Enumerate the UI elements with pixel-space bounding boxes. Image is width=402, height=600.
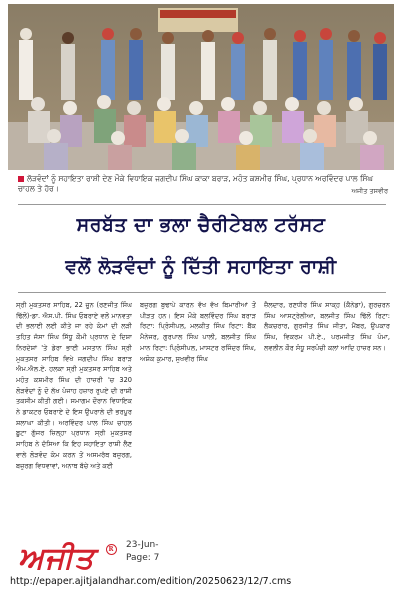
photo-caption	[18, 174, 388, 194]
article-column-1: ਸ੍ਰੀ ਮੁਕਤਸਰ ਸਾਹਿਬ, 22 ਜੂਨ (ਰਣਜੀਤ ਸਿੰਘ ਢਿੱਲੋਂ)-ਡਾ. ਐਸ.ਪੀ. ਸਿੰਘ ਓਬਰਾਏ ਵਲੋਂ ਮਾਨਵਤਾ ਦੀ ਭਲਾਈ ਲਈ ਕੀਤੇ ਜਾ ਰਹੇ ਕੰਮਾਂ ਦੀ ਲੜੀ ਤਹਿਤ ਜੱਸਾ ਸਿੰਘ ਸਿੱਧੂ ਕੌਮੀ ਪ੍ਰਧਾਨ ਦੇ ਦਿਸ਼ਾ ਨਿਰਦੇਸ਼ਾਂ 'ਤੇ ਡੇਰਾ ਭਾਈ ਮਸਤਾਨ ਸਿੰਘ ਸ੍ਰੀ ਮੁਕਤਸਰ ਸਾਹਿਬ ਵਿਖੇ ਜਗਦੀਪ ਸਿੰਘ ਬਰਾੜ ਐਮ.ਐਲ.ਏ. ਹਲਕਾ ਸ੍ਰੀ ਮੁਕਤਸਰ ਸਾਹਿਬ ਅਤੇ ਮਹੰਤ ਕਸ਼ਮੀਰ ਸਿੰਘ ਦੀ ਹਾਜ਼ਰੀ 'ਚ 320 ਲੋੜਵੰਦਾਂ ਨੂੰ ਦੋ ਲੱਖ ਪੰਜਾਹ ਹਜ਼ਾਰ ਰੁਪਏ ਦੀ ਰਾਸ਼ੀ ਤਕਸੀਮ ਕੀਤੀ ਗਈ। ਸਮਾਗਮ ਦੌਰਾਨ ਵਿਧਾਇਕ ਨੇ ਡਾਕਟਰ ਓਬਰਾਏ ਦੇ ਇਸ ਉਪਰਾਲੇ ਦੀ ਭਰਪੂਰ ਸ਼ਲਾਘਾ ਕੀਤੀ। ਅਰਵਿੰਦਰ ਪਾਲ ਸਿੰਘ ਚਾਹਲ ਬੂਟਾ ਗੁੱਜਰ ਜ਼ਿਲ੍ਹਾ ਪ੍ਰਧਾਨ ਸ੍ਰੀ ਮੁਕਤਸਰ ਸਾਹਿਬ ਨੇ ਦੱਸਿਆ ਕਿ ਇਹ ਸਹਾਇਤਾ ਰਾਸ਼ੀ ਲੈਣ ਵਾਲੇ ਲੋੜਵੰਦ ਕੰਮ ਕਰਨ ਤੋਂ ਅਸਮਰੱਥ ਬਜ਼ੁਰਗ, ਬਜ਼ੁਰਗ ਵਿਧਵਾਵਾਂ, ਅਨਾਥ ਬੱਚੇ ਅਤੇ ਕਈ	[16, 301, 132, 470]
edition-date: 23-Jun-	[126, 540, 159, 550]
edition-url[interactable]: http://epaper.ajitjalandhar.com/edition/20250623/12/7.cms	[10, 576, 292, 587]
caption-marker	[18, 176, 24, 182]
caption-text: ਲੋੜਵੰਦਾਂ ਨੂੰ ਸਹਾਇਤਾ ਰਾਸ਼ੀ ਦੇਣ ਮੌਕੇ ਵਿਧਾਇਕ ਜਗਦੀਪ ਸਿੰਘ ਕਾਕਾ ਬਰਾੜ, ਮਹੰਤ ਕਸ਼ਮੀਰ ਸਿੰਘ, ਪ੍ਰਧਾਨ ਅਰਵਿੰਦਰ ਪਾਲ ਸਿੰਘ ਚਾਹਲ ਤੇ ਹੋਰ।	[18, 174, 373, 193]
photo-credit: ਅਜੀਤ ਤਸਵੀਰ	[351, 187, 388, 195]
page-number: Page: 7	[126, 553, 160, 563]
news-photo	[8, 4, 394, 170]
divider-bottom	[18, 292, 386, 293]
headline-line-2: ਵਲੋਂ ਲੋੜਵੰਦਾਂ ਨੂੰ ਦਿੱਤੀ ਸਹਾਇਤਾ ਰਾਸ਼ੀ	[65, 256, 337, 278]
registered-mark: R	[106, 544, 117, 555]
ajit-logo	[18, 540, 115, 578]
article-column-3: ਜ਼ੈਲਦਾਰ, ਰਣਧੀਰ ਸਿੰਘ ਸਾਕ੍ਹ (ਕੈਨੇਡਾ), ਗੁਰਚਰਨ ਸਿੰਘ ਆਸਟ੍ਰੇਲੀਆ, ਬਲਜੀਤ ਸਿੰਘ ਢਿੱਲੋਂ ਰਿਟਾ: ਲੈਕਚਰਾਰ, ਗੁਰਜੀਤ ਸਿੰਘ ਜੀਤਾ, ਮੈਂਬਰ, ਉਪਕਾਰ ਸਿੰਘ, ਵਿਕਰਮ ਪੀ.ਏ., ਪਰਮਜੀਤ ਸਿੰਘ ਪੰਮਾ, ਲਵਲੀਨ ਕੌਰ ਸੰਧੂ ਸਰਪੰਚੀ ਕਲਾਂ ਆਦਿ ਹਾਜ਼ਰ ਸਨ।	[264, 301, 390, 352]
headline-line-1: ਸਰਬੱਤ ਦਾ ਭਲਾ ਚੈਰੀਟੇਬਲ ਟਰੱਸਟ	[76, 214, 326, 236]
divider-top	[18, 204, 386, 205]
article-column-2: ਬਜ਼ੁਰਗ ਬੁਢਾਪੇ ਕਾਰਨ ਵੱਖ ਵੱਖ ਬਿਮਾਰੀਆਂ ਤੋਂ ਪੀੜਤ ਹਨ। ਇਸ ਮੌਕੇ ਬਲਵਿੰਦਰ ਸਿੰਘ ਬਰਾੜ ਰਿਟਾ: ਪ੍ਰਿੰਸੀਪਲ, ਮਲਕੀਤ ਸਿੰਘ ਰਿਟਾ: ਬੈਂਕ ਮੈਨੇਜਰ, ਗੁਰਪਾਲ ਸਿੰਘ ਪਾਲੀ, ਬਲਜੀਤ ਸਿੰਘ ਮਾਨ ਰਿਟਾ: ਪ੍ਰਿੰਸੀਪਲ, ਮਾਸਟਰ ਰਜਿੰਦਰ ਸਿੰਘ, ਅਸ਼ੋਕ ਕੁਮਾਰ, ਸੁਖਵੀਰ ਸਿੰਘ	[140, 301, 256, 363]
article-body	[16, 300, 390, 532]
logo-text: ਅਜੀਤ	[18, 541, 95, 576]
